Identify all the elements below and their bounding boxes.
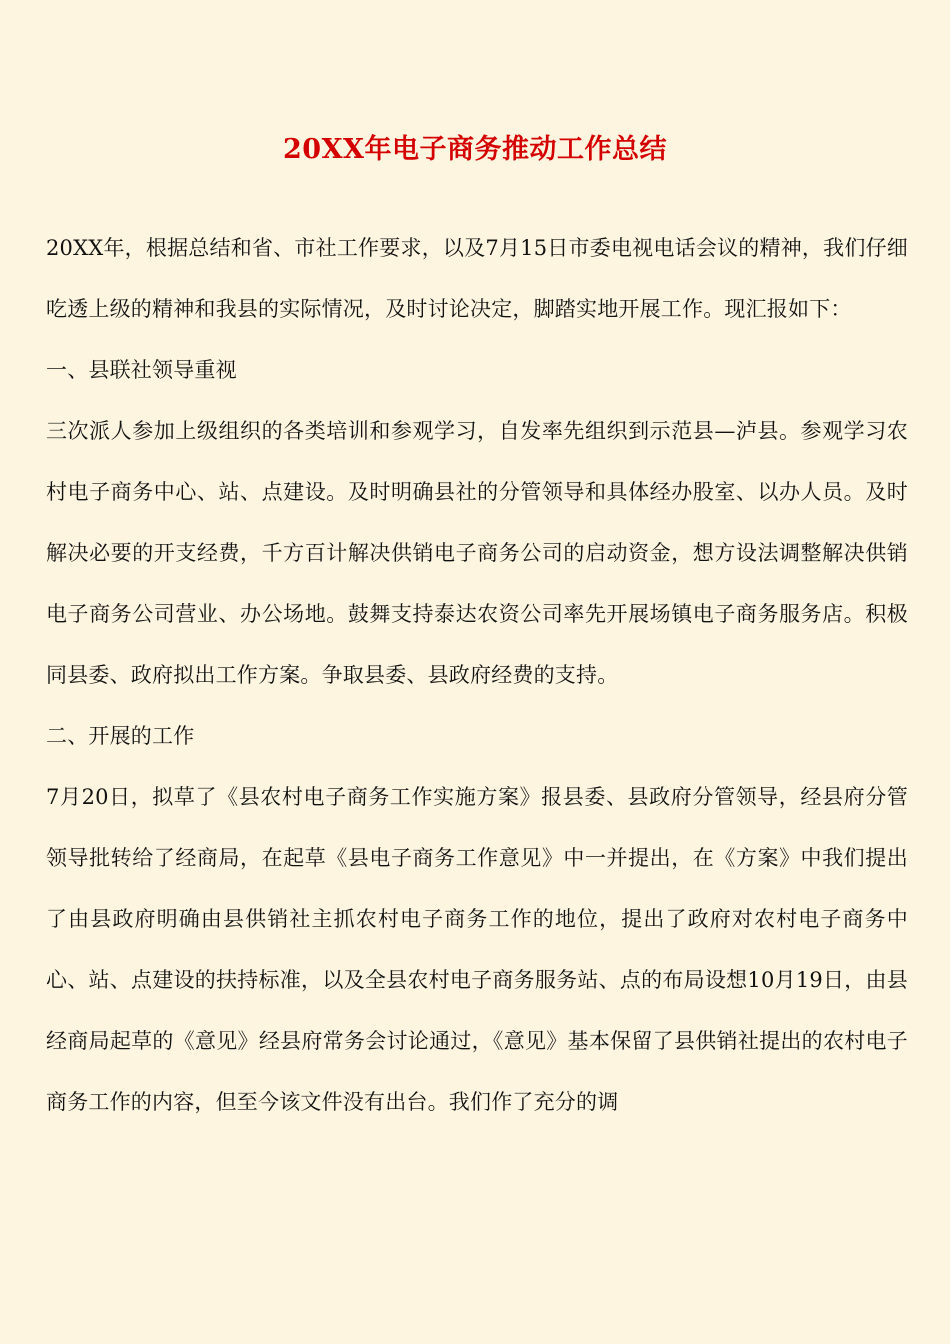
document-title: 20XX年电子商务推动工作总结 [283,134,667,165]
section-1-paragraph: 三次派人参加上级组织的各类培训和参观学习，自发率先组织到示范县—泸县。参观学习农村电子商务中心、站、点建设。及时明确县社的分管领导和具体经办股室、以办人员。及时解决必要的开支经费，千方百计解决供销电子商务公司的启动资金，想方设法调整解决供销电子商务公司营业、办公场地。鼓舞支持泰达农资公司率先开展场镇电子商务服务店。积极同县委、政府拟出工作方案。争取县委、县政府经费的支持。 [46,419,908,687]
intro-paragraph: 20XX年，根据总结和省、市社工作要求，以及7月15日市委电视电话会议的精神，我们仔细吃透上级的精神和我县的实际情况，及时讨论决定，脚踏实地开展工作。现汇报如下： [46,236,908,321]
document-body [46,218,908,1133]
section-heading-2: 二、开展的工作 [46,724,195,748]
section-heading-1: 一、县联社领导重视 [46,358,237,382]
section-2-paragraph: 7月20日，拟草了《县农村电子商务工作实施方案》报县委、县政府分管领导，经县府分管领导批转给了经商局，在起草《县电子商务工作意见》中一并提出，在《方案》中我们提出了由县政府明确由县供销社主抓农村电子商务工作的地位，提出了政府对农村电子商务中心、站、点建设的扶持标准，以及全县农村电子商务服务站、点的布局设想10月19日，由县经商局起草的《意见》经县府常务会讨论通过，《意见》基本保留了县供销社提出的农村电子商务工作的内容，但至今该文件没有出台。我们作了充分的调 [46,785,908,1114]
